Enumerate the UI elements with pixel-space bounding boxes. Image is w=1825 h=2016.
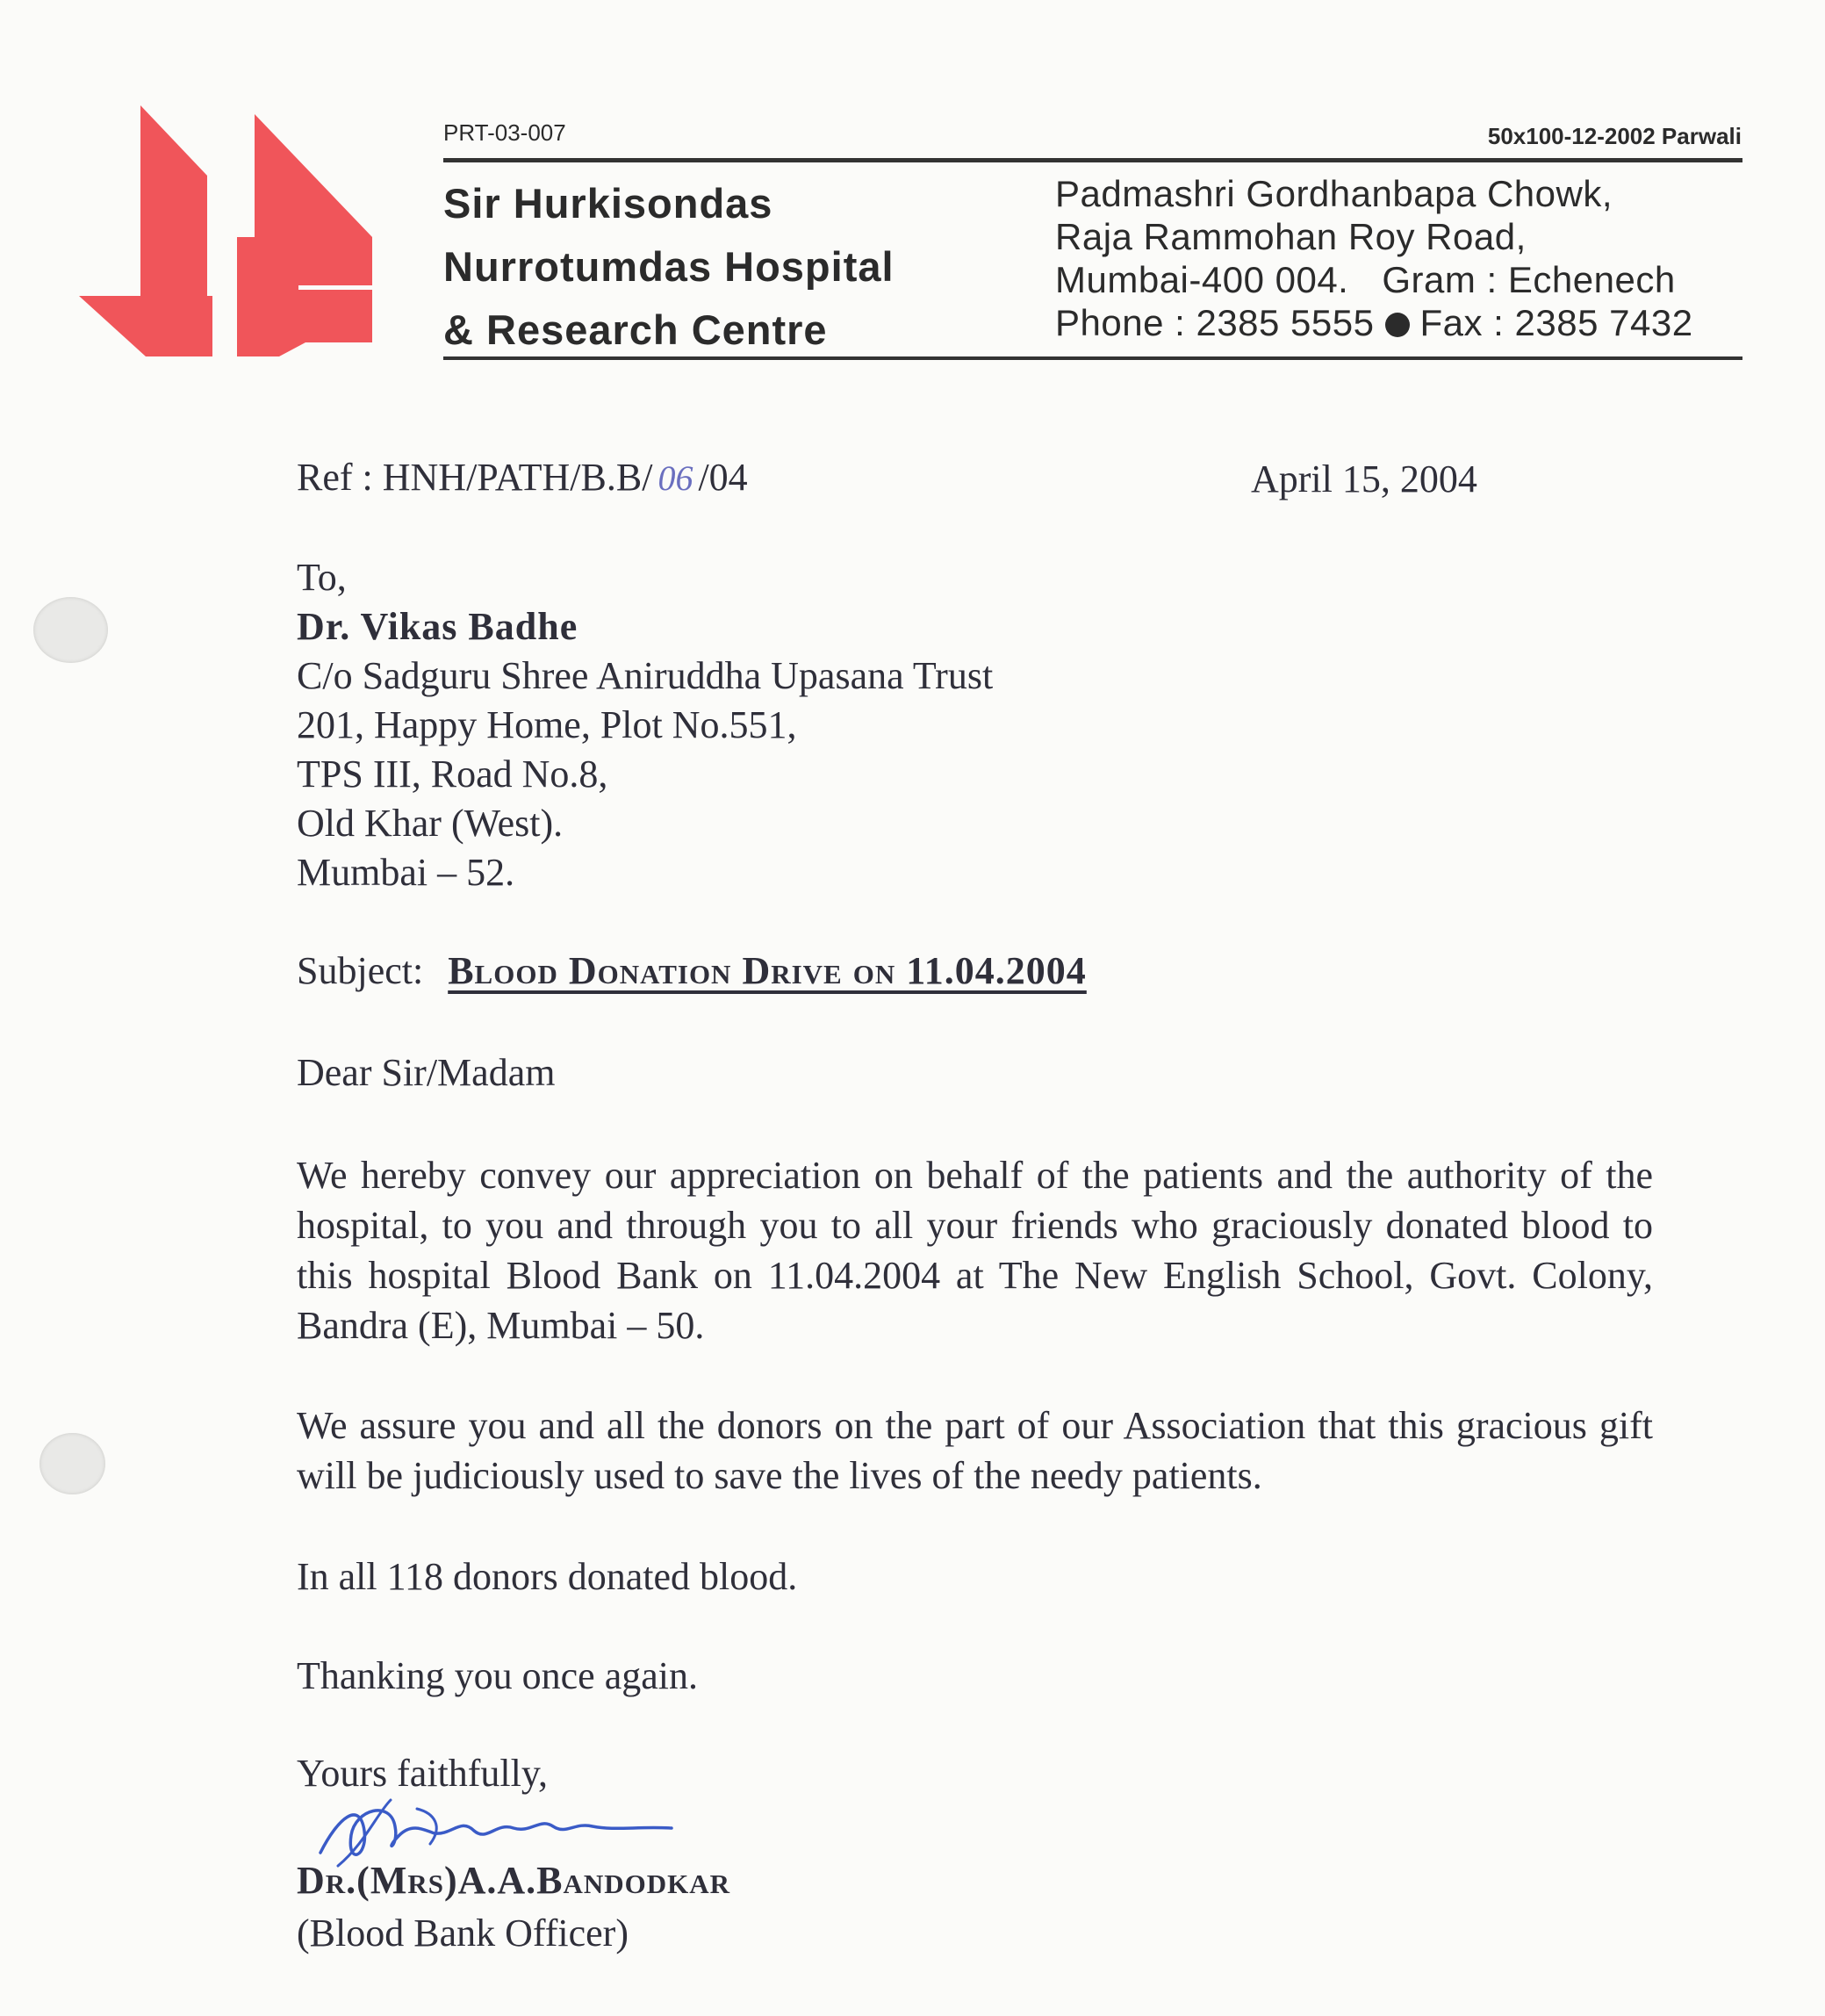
hospital-logo	[79, 105, 382, 360]
recipient-block	[297, 553, 993, 897]
punch-hole	[33, 597, 108, 663]
letter-date: April 15, 2004	[1251, 457, 1477, 500]
print-code: 50x100-12-2002 Parwali	[1487, 123, 1742, 149]
to-label: To,	[297, 556, 347, 599]
hospital-address	[1055, 172, 1693, 344]
address-line: Padmashri Gordhanbapa Chowk,	[1055, 173, 1613, 214]
recipient-address-line: Mumbai – 52.	[297, 851, 515, 894]
body-paragraph: Thanking you once again.	[297, 1654, 698, 1697]
body-paragraph: We assure you and all the donors on the part of our Association that this gracious gift will be judiciously used to save the lives of the needy patients.	[297, 1404, 1653, 1497]
hospital-name-line: Nurrotumdas Hospital	[443, 243, 895, 290]
hospital-name-line: Sir Hurkisondas	[443, 180, 773, 227]
phone-number: Phone : 2385 5555	[1055, 302, 1375, 343]
signature-stroke	[320, 1811, 672, 1854]
subject-text: Blood Donation Drive on 11.04.2004	[448, 949, 1087, 992]
address-line: Raja Rammohan Roy Road,	[1055, 216, 1527, 257]
telegram-address: Gram : Echenech	[1382, 259, 1676, 300]
hospital-name-line: & Research Centre	[443, 306, 828, 353]
hospital-name	[443, 172, 895, 362]
reference-suffix: /04	[698, 456, 748, 499]
recipient-name: Dr. Vikas Badhe	[297, 605, 578, 648]
letterhead-bottom-rule	[443, 356, 1742, 360]
recipient-address-line: 201, Happy Home, Plot No.551,	[297, 703, 797, 746]
punch-hole	[40, 1433, 105, 1494]
recipient-address-line: C/o Sadguru Shree Aniruddha Upasana Trust	[297, 654, 994, 697]
contact-line	[1055, 301, 1693, 344]
fax-number: Fax : 2385 7432	[1419, 302, 1693, 343]
reference-prefix: Ref : HNH/PATH/B.B/	[297, 456, 653, 499]
body-paragraph: We hereby convey our appreciation on behalf of the patients and the authority of the hospital, to you and through you to all your friends who graciously donated blood to this hospital Blood Bank on 11.04.2004 at The New English School, Govt. Colony, Bandra (E), Mumbai – 50.	[297, 1154, 1653, 1347]
subject-line	[297, 948, 1087, 993]
address-city: Mumbai-400 004.	[1055, 259, 1349, 300]
reference-number-handwritten: 06	[657, 458, 693, 498]
recipient-address-line: TPS III, Road No.8,	[297, 752, 608, 796]
signatory-name: Dr.(Mrs)A.A.Bandodkar	[297, 1859, 731, 1902]
form-code: PRT-03-007	[443, 119, 566, 146]
recipient-address-line: Old Khar (West).	[297, 802, 564, 845]
subject-label: Subject:	[297, 949, 424, 992]
signatory-title: (Blood Bank Officer)	[297, 1912, 629, 1955]
address-line	[1055, 258, 1693, 301]
reference-line	[297, 455, 748, 500]
salutation: Dear Sir/Madam	[297, 1051, 556, 1094]
closing: Yours faithfully,	[297, 1752, 549, 1795]
letterhead-top-rule	[443, 158, 1742, 162]
body-paragraph: In all 118 donors donated blood.	[297, 1555, 798, 1598]
bullet-icon	[1385, 313, 1410, 337]
